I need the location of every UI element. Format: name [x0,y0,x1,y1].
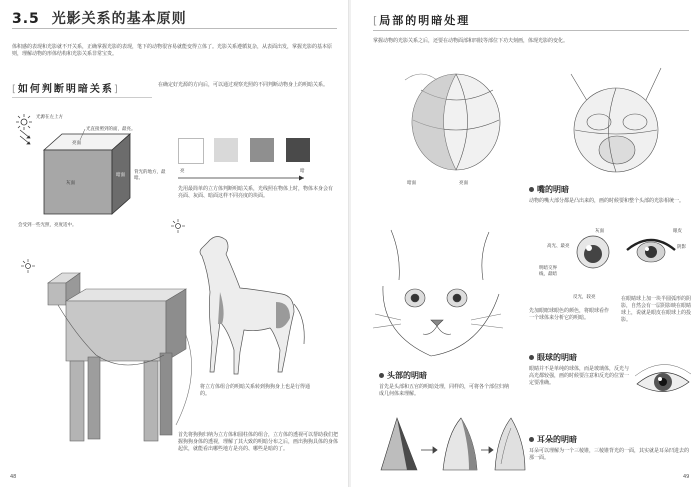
cube-side-label: 暗面 [116,173,125,178]
bullet-icon [529,187,534,192]
head-desc: 首先是头部和五官的明暗处理，同样的，可将各个部位归纳成几何体来理解。 [379,384,510,397]
shaded-cube [34,132,144,227]
bullet-icon [529,437,534,442]
left-page [0,0,349,487]
scale-arrow [178,175,308,181]
mouth-desc: 动物的嘴大部分都是凸出来的，画的时候要和整个头部的光影相统一。 [529,198,685,204]
bullet-icon [379,373,384,378]
shadow-label: 阴影 [677,245,686,250]
mouth-heading [529,184,569,195]
right-section-rule [373,30,689,31]
head-heading [379,370,427,381]
head-heading-text: 头部的明暗 [387,371,427,380]
chapter-number: 3.5 [12,11,40,27]
swatch-mid-gray [250,138,274,162]
highlight-leader [80,128,100,142]
light-direction-label: 光源在左上方 [36,115,63,120]
page-number-left: 48 [10,474,17,480]
intro-paragraph: 体积感的表现和光影就不开关系，正确掌握光影的表现，笔下的动物很容易就能变得立体了。光影关系遵循复杂，从表面出发，掌握光影的基本原则，理解动物的形体结构和光影关系非常宝贵。 [12,44,333,57]
eye-reflect-label: 反光，较亮 [573,295,596,300]
realistic-eye [635,362,691,402]
section-heading-text: 如何判断明暗关系 [17,84,114,95]
eye-dark-label: 明暗交界线，最暗 [539,266,557,277]
eyeball-heading [529,352,577,363]
dog-illustration [190,232,310,382]
sphere-dark-label: 暗面 [407,181,416,186]
eye-highlight-label: 高光、最亮 [547,244,570,249]
ear-cone-sketches [377,414,527,474]
section-heading-local: [局部的明暗处理 [373,14,471,27]
eyeball-tip: 先加眼眶球眼色的颜色，将眼球看作一个球体来分析它的明暗。 [529,308,610,321]
sphere-light-label: 亮面 [459,181,468,186]
section-heading-local-text: 局部的明暗处理 [379,14,471,27]
mouth-heading-text: 嘴的明暗 [537,185,569,194]
section-rule [12,97,152,98]
sun-icon-2 [20,258,36,274]
ear-desc: 耳朵可以理解为一个三棱锥，三棱锥背光的一面，其实就是耳朵凹进去的那一面。 [529,448,690,461]
page-number-right: 49 [683,474,690,480]
swatch-dark-gray [286,138,310,162]
right-page [351,0,700,487]
eye-gray-label: 灰面 [595,229,604,234]
highlight-note: 光直接照到的面，最亮。 [86,127,136,132]
right-section-intro: 掌握动物的光影关系之后，还要在动物面部和四肢等部位下功夫刻画，体现光影的变化。 [373,38,569,44]
chapter-rule [12,28,337,29]
eye-diagram [573,232,613,272]
cube-top-label: 亮面 [72,141,81,146]
chapter-title: 光影关系的基本原则 [51,11,187,27]
dog-caption: 将立方体组合的明暗关系转到狗狗身上也是行得通的。 [200,384,311,397]
cat-head-construction [561,64,671,184]
scale-dark-label: 暗 [300,169,305,174]
sphere-head-sketch [401,60,511,180]
pupil-eyelid-diagram [625,234,677,264]
ear-heading [529,434,577,445]
cat-face-drawing [371,224,511,364]
sun-icon-3 [170,218,186,234]
bullet-icon [529,355,534,360]
section-desc: 在确定好光源的方向后，可以通过观察光照的不同判断动物身上的明暗关系。 [158,82,329,88]
chapter-heading [12,8,187,28]
section-heading-judge: [如何判断明暗关系] [12,84,120,95]
swatch-light-gray [214,138,238,162]
box-dog-construction [36,265,196,465]
eyeball-heading-text: 眼球的明暗 [537,353,577,362]
ear-heading-text: 耳朵的明暗 [537,435,577,444]
half-lit-note: 会受到一些光照，亮度适中。 [18,223,77,228]
backlit-note: 背光的地方，最暗。 [134,170,166,181]
scale-light-label: 亮 [180,169,185,174]
box-dog-caption: 首先将狗狗归纳为立方体和圆柱体的组合，立方体的透视可以帮助我们把握狗狗身体的透视，理解了其大致的明暗分布之后，画出狗狗具体的身体起伏，就能看出哪些地方是亮的、哪些是暗的了。 [178,432,339,452]
cube-front-label: 灰面 [66,181,75,186]
eyelid-tip: 在眼睛球上加一块半圆弧形的阴影，自然会有一层阴影映在眼睛球上，说就是眼皮在眼球上的投影。 [621,296,692,323]
eyelid-label: 眼皮 [673,229,682,234]
scale-description: 先用最简单的立方体判断明暗关系，光线照在物体上时，物体本身会有亮面、灰面、暗面这样不同亮度的块面。 [178,186,334,199]
swatch-white [178,138,204,164]
eyeball-desc: 眼睛并不是单纯的球体，而是玻璃体，反光与高光都较强，画的时候要注意和反光的位置一定要准确。 [529,366,630,386]
